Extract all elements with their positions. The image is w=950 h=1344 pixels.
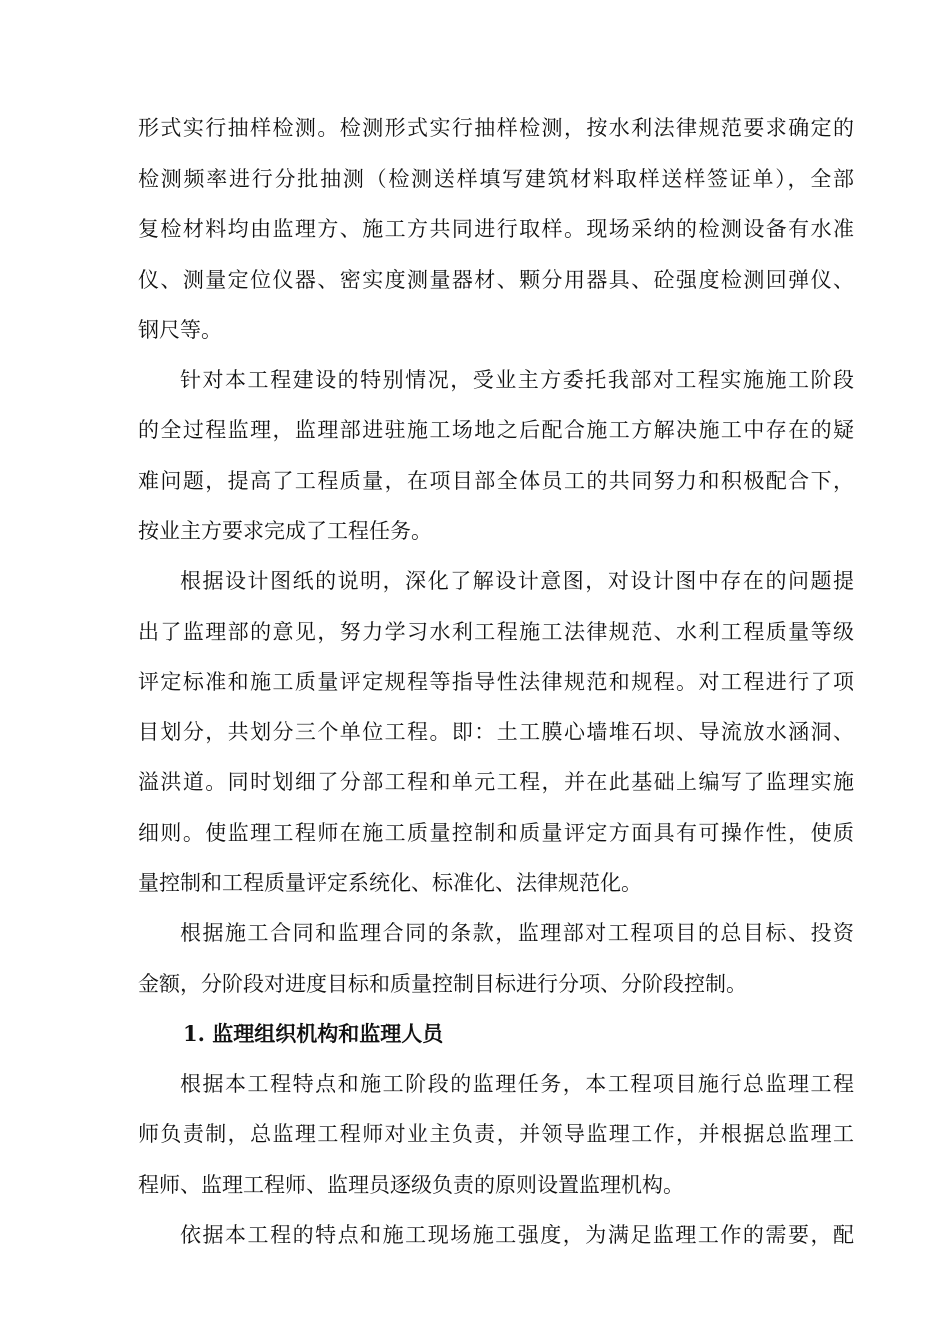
section-heading: 1. 监理组织机构和监理人员	[183, 1021, 444, 1046]
text-line: 仪、测量定位仪器、密实度测量器材、颗分用器具、砼强度检测回弹仪、	[138, 268, 854, 292]
text-line: 按业主方要求完成了工程任务。	[138, 519, 432, 543]
text-line: 的全过程监理，监理部进驻施工场地之后配合施工方解决施工中存在的疑	[138, 418, 854, 442]
text-line: 根据施工合同和监理合同的条款，监理部对工程项目的总目标、投资	[180, 921, 854, 945]
text-line: 根据设计图纸的说明，深化了解设计意图，对设计图中存在的问题提	[180, 569, 854, 593]
text-line: 出了监理部的意见，努力学习水利工程施工法律规范、水利工程质量等级	[138, 620, 854, 644]
text-line: 目划分，共划分三个单位工程。即：土工膜心墙堆石坝、导流放水涵洞、	[138, 720, 854, 744]
text-line: 针对本工程建设的特别情况，受业主方委托我部对工程实施施工阶段	[180, 368, 854, 392]
text-line: 检测频率进行分批抽测（检测送样填写建筑材料取样送样签证单），全部	[138, 167, 854, 191]
text-line: 金额，分阶段对进度目标和质量控制目标进行分项、分阶段控制。	[138, 972, 747, 996]
text-line: 细则。使监理工程师在施工质量控制和质量评定方面具有可操作性，使质	[138, 821, 854, 845]
text-line: 根据本工程特点和施工阶段的监理任务，本工程项目施行总监理工程	[180, 1072, 854, 1096]
text-line: 形式实行抽样检测。检测形式实行抽样检测，按水利法律规范要求确定的	[138, 116, 854, 140]
text-line: 量控制和工程质量评定系统化、标准化、法律规范化。	[138, 871, 642, 895]
text-line: 钢尺等。	[138, 318, 222, 342]
text-line: 复检材料均由监理方、施工方共同进行取样。现场采纳的检测设备有水准	[138, 217, 854, 241]
text-line: 依据本工程的特点和施工现场施工强度，为满足监理工作的需要，配	[180, 1223, 854, 1247]
text-line: 师负责制，总监理工程师对业主负责，并领导监理工作，并根据总监理工	[138, 1122, 854, 1146]
text-line: 程师、监理工程师、监理员逐级负责的原则设置监理机构。	[138, 1173, 684, 1197]
text-line: 评定标准和施工质量评定规程等指导性法律规范和规程。对工程进行了项	[138, 670, 854, 694]
text-line: 难问题，提高了工程质量，在项目部全体员工的共同努力和积极配合下，	[138, 469, 854, 493]
text-line: 溢洪道。同时划细了分部工程和单元工程，并在此基础上编写了监理实施	[138, 770, 854, 794]
